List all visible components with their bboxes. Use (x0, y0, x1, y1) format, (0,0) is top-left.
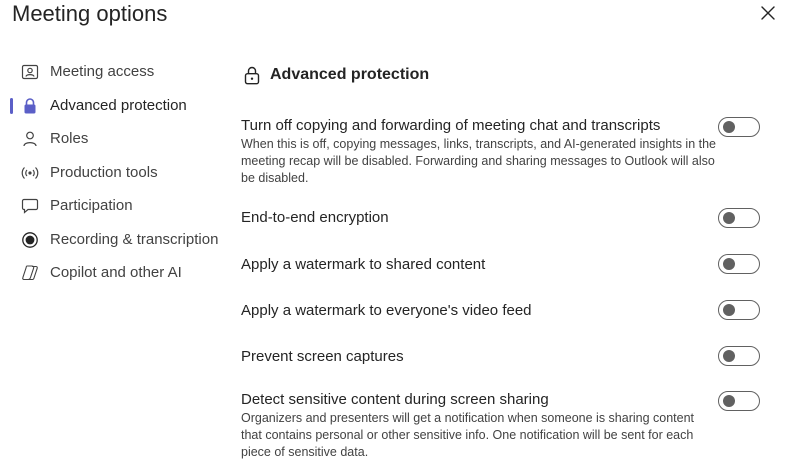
setting-title: End-to-end encryption (241, 209, 389, 226)
toggle-prevent-screen-captures[interactable] (718, 346, 760, 366)
active-indicator (10, 98, 13, 114)
sidebar-item-production-tools[interactable] (10, 156, 230, 190)
setting-title: Turn off copying and forwarding of meeting chat and transcripts (241, 117, 661, 134)
sidebar-item-label: Advanced protection (50, 96, 187, 114)
sidebar-item-advanced-protection[interactable] (10, 89, 230, 123)
setting-watermark-video-feed (241, 301, 781, 321)
toggle-e2e-encryption[interactable] (718, 208, 760, 228)
sidebar-item-recording-transcription[interactable] (10, 223, 230, 257)
setting-description: When this is off, copying messages, links, transcripts, and AI-generated insights in the meeting recap will be disabled. Forwarding and sharing messages to Outlook will also be disabled. (241, 137, 717, 185)
setting-title: Apply a watermark to shared content (241, 256, 486, 273)
broadcast-icon (21, 164, 39, 182)
toggle-disable-copy-forward[interactable] (718, 117, 760, 137)
section-header (243, 65, 429, 85)
record-icon (21, 231, 39, 249)
sidebar-item-label: Meeting access (50, 63, 155, 81)
person-icon (21, 130, 39, 148)
setting-description: Organizers and presenters will get a notification when someone is sharing content that contains personal or other sensitive info. One notification will be sent for each piece of sensitive data. (241, 411, 695, 459)
setting-detect-sensitive-content (241, 390, 781, 461)
toggle-knob (723, 395, 735, 407)
toggle-knob (723, 121, 735, 133)
setting-disable-copy-forward (241, 116, 781, 187)
toggle-watermark-shared-content[interactable] (718, 254, 760, 274)
sidebar-item-participation[interactable] (10, 189, 230, 223)
setting-title: Detect sensitive content during screen sharing (241, 391, 549, 408)
toggle-knob (723, 258, 735, 270)
toggle-knob (723, 304, 735, 316)
sidebar-item-roles[interactable] (10, 122, 230, 156)
sidebar-item-label: Participation (50, 197, 133, 215)
dialog-title: Meeting options (12, 1, 168, 26)
lock-icon (21, 97, 39, 115)
toggle-knob (723, 350, 735, 362)
setting-title: Prevent screen captures (241, 348, 404, 365)
toggle-watermark-video-feed[interactable] (718, 300, 760, 320)
copilot-icon (21, 264, 39, 282)
sidebar-item-label: Production tools (50, 163, 158, 181)
sidebar-item-label: Copilot and other AI (50, 264, 182, 282)
chat-icon (21, 197, 39, 215)
sidebar-item-label: Roles (50, 130, 89, 148)
sidebar-item-meeting-access[interactable] (10, 55, 230, 89)
setting-e2e-encryption (241, 208, 781, 228)
sidebar-item-label: Recording & transcription (50, 230, 219, 248)
sidebar-nav (10, 55, 230, 290)
close-icon (760, 5, 776, 21)
setting-watermark-shared-content (241, 255, 781, 275)
person-card-icon (21, 63, 39, 81)
section-title: Advanced protection (270, 66, 430, 83)
setting-title: Apply a watermark to everyone's video feed (241, 302, 532, 319)
toggle-knob (723, 212, 735, 224)
toggle-detect-sensitive-content[interactable] (718, 391, 760, 411)
setting-prevent-screen-captures (241, 347, 781, 367)
close-button[interactable] (755, 0, 781, 26)
lock-icon (243, 65, 261, 85)
sidebar-item-copilot[interactable] (10, 256, 230, 290)
